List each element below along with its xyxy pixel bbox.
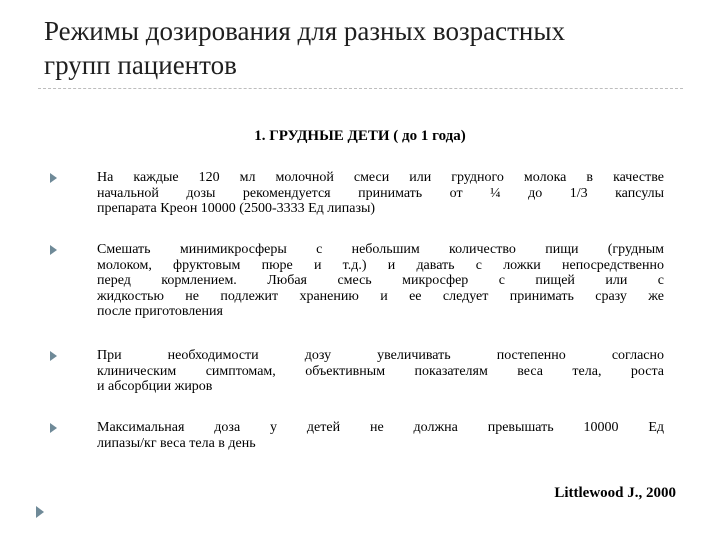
bullet-line: препарата Креон 10000 (2500-3333 Ед липазы)	[97, 201, 376, 216]
bullet-line: Максимальная доза у детей не должна превышать 10000 Ед	[97, 420, 664, 435]
triangle-bullet-icon	[50, 173, 57, 183]
bullet-line: При необходимости дозу увеличивать постепенно согласно	[97, 348, 664, 363]
bullet-line: молоком, фруктовым пюре и т.д.) и давать с ложки непосредственно	[97, 257, 664, 273]
bullet-item-3	[97, 348, 664, 395]
bullet-line: после приготовления	[97, 304, 223, 319]
bullet-line: липазы/кг веса тела в день	[97, 435, 256, 451]
slide-title-line-2: групп пациентов	[44, 50, 237, 80]
bullet-item-1	[97, 170, 664, 217]
bullet-line: Смешать минимикросферы с небольшим количество пищи (грудным	[97, 242, 664, 257]
bullet-line: жидкостью не подлежит хранению и ее следует принимать сразу же	[97, 288, 664, 304]
bullet-line: и абсорбции жиров	[97, 379, 213, 394]
triangle-bullet-icon	[50, 245, 57, 255]
bullet-item-2	[97, 242, 664, 320]
bullet-line: начальной дозы рекомендуется принимать от ¼ до 1/3 капсулы	[97, 185, 664, 201]
bullet-item-4	[97, 420, 664, 451]
slide-title	[44, 14, 684, 82]
section-subtitle: 1. ГРУДНЫЕ ДЕТИ ( до 1 года)	[254, 128, 466, 144]
bullet-line: На каждые 120 мл молочной смеси или грудного молока в качестве	[97, 170, 664, 185]
triangle-bullet-icon	[50, 351, 57, 361]
bullet-line: клиническим симптомам, объективным показателям веса тела, роста	[97, 363, 664, 379]
bullet-line: перед кормлением. Любая смесь микросфер с пищей или с	[97, 273, 664, 288]
title-divider	[38, 88, 683, 89]
triangle-bullet-icon	[50, 423, 57, 433]
citation: Littlewood J., 2000	[554, 485, 676, 501]
slide-title-line-1: Режимы дозирования для разных возрастных	[44, 16, 565, 46]
triangle-bullet-icon	[36, 506, 44, 518]
